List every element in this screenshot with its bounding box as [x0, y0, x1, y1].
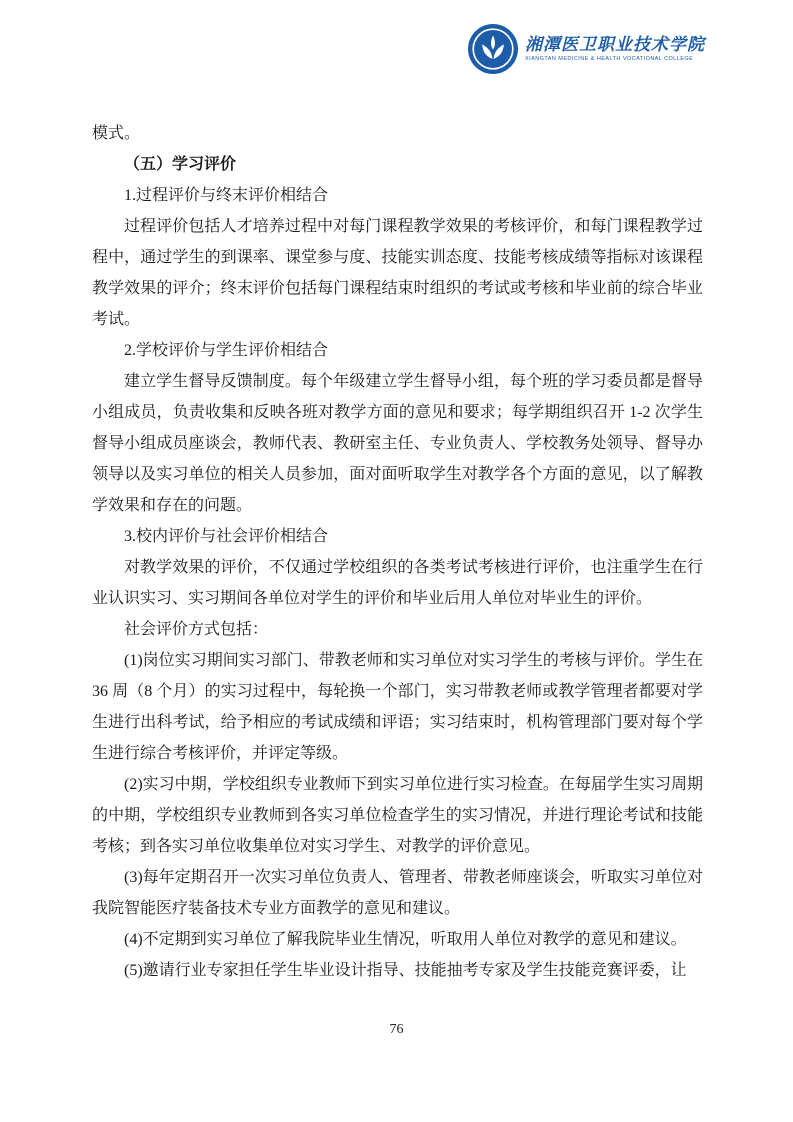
paragraph-item-4: (4)不定期到实习单位了解我院毕业生情况，听取用人单位对教学的意见和建议。 — [124, 931, 687, 948]
paragraph-continuation: 模式。 — [92, 125, 141, 142]
subheading-3: 3.校内评价与社会评价相结合 — [124, 528, 329, 545]
paragraph-item-1: (1)岗位实习期间实习部门、带教老师和实习单位对实习学生的考核与评价。学生在 36 周（8 个月）的实习过程中，每轮换一个部门，实习带教老师或教学管理者都要对学生进行出科考试，给予相应的考试成绩和评语；实习结束时，机构管理部门要对每个学生进行综合考核评价，并评定等级。 — [92, 652, 703, 762]
college-emblem-icon — [468, 24, 518, 74]
section-heading: （五）学习评价 — [124, 156, 237, 173]
paragraph: 过程评价包括人才培养过程中对每门课程教学效果的考核评价，和每门课程教学过程中，通过学生的到课率、课堂参与度、技能实训态度、技能考核成绩等指标对该课程教学效果的评介；终末评价包括每门课程结束时组织的考试或考核和毕业前的综合毕业考试。 — [92, 218, 703, 328]
subheading-1: 1.过程评价与终末评价相结合 — [124, 187, 329, 204]
subheading-2: 2.学校评价与学生评价相结合 — [124, 342, 329, 359]
paragraph-item-5: (5)邀请行业专家担任学生毕业设计指导、技能抽考专家及学生技能竞赛评委，让 — [124, 962, 687, 979]
college-name-en: XIANGTAN MEDICINE & HEALTH VOCATIONAL COLLEGE — [525, 56, 694, 62]
paragraph-item-2: (2)实习中期，学校组织专业教师下到实习单位进行实习检查。在每届学生实习周期的中期，学校组织专业教师到各实习单位检查学生的实习情况，并进行理论考试和技能考核；到各实习单位收集单位对实习学生、对教学的评价意见。 — [92, 776, 703, 855]
paragraph: 对教学效果的评价，不仅通过学校组织的各类考试考核进行评价，也注重学生在行业认识实习、实习期间各单位对学生的评价和毕业后用人单位对毕业生的评价。 — [92, 559, 703, 607]
page-number: 76 — [389, 1022, 404, 1037]
college-name-zh: 湘潭医卫职业技术学院 — [525, 35, 705, 54]
college-logo — [468, 24, 705, 74]
paragraph: 建立学生督导反馈制度。每个年级建立学生督导小组，每个班的学习委员都是督导小组成员，负责收集和反映各班对教学方面的意见和要求；每学期组织召开 1-2 次学生督导小组成员座谈会，教师代表、教研室主任、专业负责人、学校教务处领导、督导办领导以及实习单位的相关人员参加，面对面听取学生对教学各个方面的意见，以了解教学效果和存在的问题。 — [92, 373, 703, 514]
paragraph: 社会评价方式包括： — [124, 621, 269, 638]
college-names — [525, 35, 705, 63]
paragraph-item-3: (3)每年定期召开一次实习单位负责人、管理者、带教老师座谈会，听取实习单位对我院智能医疗装备技术专业方面教学的意见和建议。 — [92, 869, 703, 917]
document-content — [92, 118, 703, 986]
